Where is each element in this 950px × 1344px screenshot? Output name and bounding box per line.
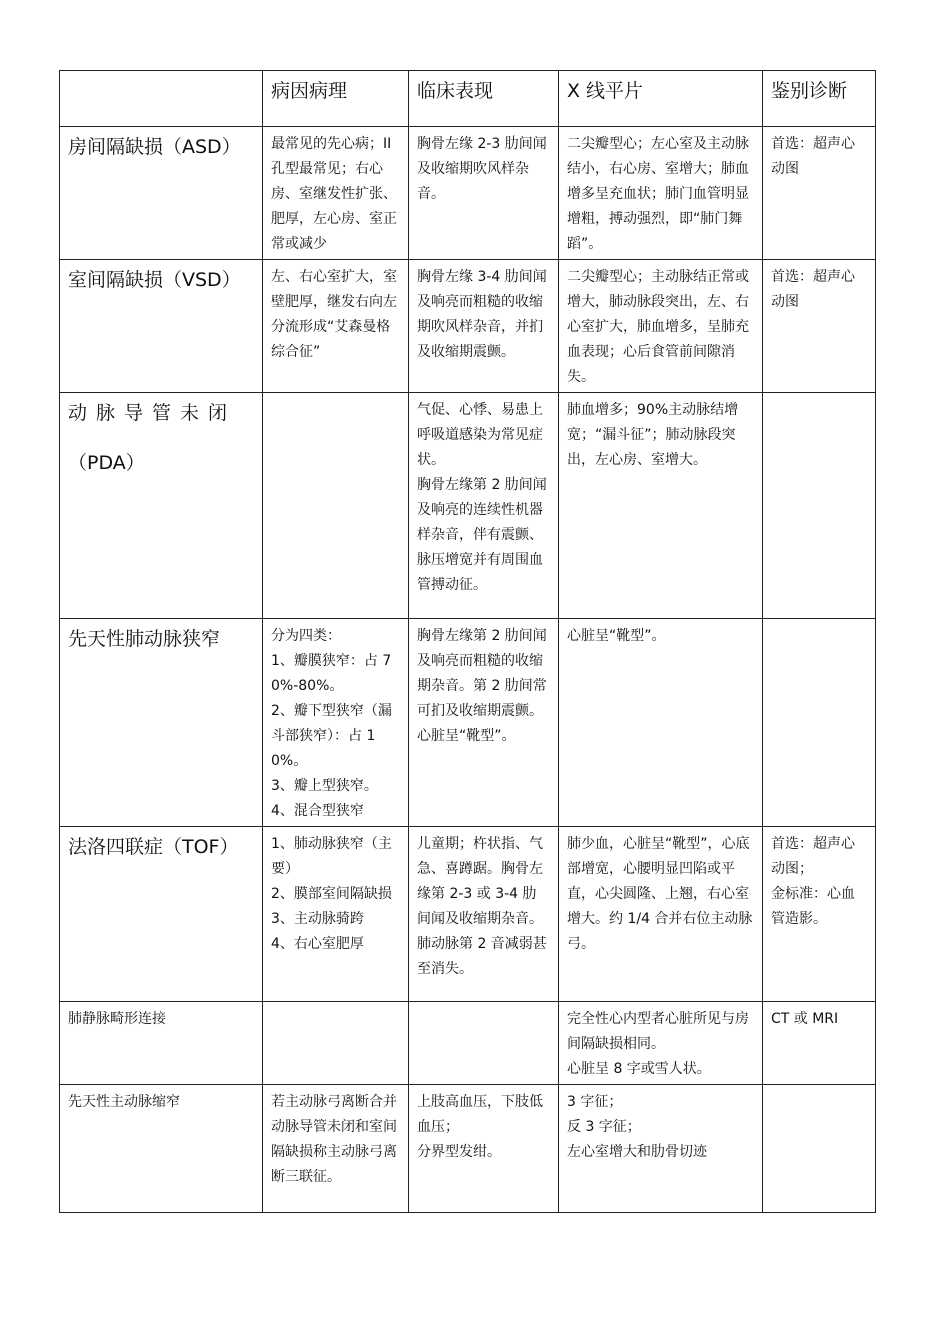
row-title: 先天性主动脉缩窄 xyxy=(60,1085,263,1213)
table-row xyxy=(60,1085,876,1213)
cell-text: 二尖瓣型心；主动脉结正常或增大，肺动脉段突出，左、右心室扩大，肺血增多，呈肺充血表现；心后食管前间隙消失。 xyxy=(567,269,749,385)
header-clinical: 临床表现 xyxy=(409,71,559,127)
table-row xyxy=(60,127,876,260)
xray-cell xyxy=(559,619,763,827)
cell-text: 1、瓣膜狭窄：占 70%-80%。 xyxy=(271,653,392,694)
row-title: 先天性肺动脉狭窄 xyxy=(60,619,263,827)
row-title: 肺静脉畸形连接 xyxy=(60,1002,263,1085)
diagnosis-cell xyxy=(763,1002,876,1085)
cell-text: 左心室增大和肋骨切迹 xyxy=(567,1144,707,1160)
cell-text: 儿童期；杵状指、气急、喜蹲踞。胸骨左缘第 2-3 或 3-4 肋间闻及收缩期杂音。肺动脉第 2 音减弱甚至消失。 xyxy=(417,836,547,977)
cell-text: 气促、心悸、易患上呼吸道感染为常见症状。 xyxy=(417,402,543,468)
cell-text: 4、右心室肥厚 xyxy=(271,936,364,952)
clinical-cell xyxy=(409,1002,559,1085)
table-row xyxy=(60,260,876,393)
cell-text: 肺少血，心脏呈“靴型”，心底部增宽，心腰明显凹陷或平直，心尖圆隆、上翘，右心室增大。约 1/4 合并右位主动脉弓。 xyxy=(567,836,753,952)
row-title xyxy=(60,393,263,619)
cell-text: 胸骨左缘 3-4 肋间闻及响亮而粗糙的收缩期吹风样杂音，并扪及收缩期震颤。 xyxy=(417,269,547,360)
cell-text: 胸骨左缘 2-3 肋间闻及收缩期吹风样杂音。 xyxy=(417,136,547,202)
xray-cell xyxy=(559,393,763,619)
cell-text: 2、瓣下型狭窄（漏斗部狭窄）：占 10%。 xyxy=(271,703,392,769)
cell-text: CT 或 MRI xyxy=(771,1011,839,1027)
cell-text: 首选：超声心动图 xyxy=(771,136,855,177)
cell-text: 金标准：心血管造影。 xyxy=(771,886,855,927)
cell-text: 胸骨左缘第 2 肋间闻及响亮的连续性机器样杂音，伴有震颤、脉压增宽并有周围血管搏动征。 xyxy=(417,477,547,593)
cell-text: 若主动脉弓离断合并动脉导管未闭和室间隔缺损称主动脉弓离断三联征。 xyxy=(271,1094,397,1185)
cell-text: 完全性心内型者心脏所见与房间隔缺损相同。 xyxy=(567,1011,749,1052)
cell-text: 反 3 字征； xyxy=(567,1119,641,1135)
xray-cell xyxy=(559,260,763,393)
etiology-cell xyxy=(263,260,409,393)
header-etiology: 病因病理 xyxy=(263,71,409,127)
clinical-cell xyxy=(409,619,559,827)
row-title-line: 动脉导管未闭 xyxy=(68,402,237,424)
etiology-cell xyxy=(263,827,409,1002)
etiology-cell xyxy=(263,127,409,260)
clinical-cell xyxy=(409,1085,559,1213)
cell-text: 心脏呈 8 字或雪人状。 xyxy=(567,1061,711,1077)
cell-text: 首选：超声心动图； xyxy=(771,836,855,877)
table-row xyxy=(60,1002,876,1085)
etiology-cell xyxy=(263,393,409,619)
clinical-cell xyxy=(409,827,559,1002)
cell-text: 3、瓣上型狭窄。 xyxy=(271,778,378,794)
cell-text: 上肢高血压，下肢低血压； xyxy=(417,1094,543,1135)
row-title: 法洛四联症（TOF） xyxy=(60,827,263,1002)
cell-text: 4、混合型狭窄 xyxy=(271,803,364,819)
clinical-cell xyxy=(409,393,559,619)
clinical-cell xyxy=(409,127,559,260)
diagnosis-cell xyxy=(763,619,876,827)
header-xray: X 线平片 xyxy=(559,71,763,127)
clinical-cell xyxy=(409,260,559,393)
xray-cell xyxy=(559,827,763,1002)
xray-cell xyxy=(559,1085,763,1213)
header-blank xyxy=(60,71,263,127)
table-row xyxy=(60,619,876,827)
diagnosis-cell xyxy=(763,827,876,1002)
row-title: 室间隔缺损（VSD） xyxy=(60,260,263,393)
diagnosis-cell xyxy=(763,1085,876,1213)
cell-text: 1、肺动脉狭窄（主要） xyxy=(271,836,392,877)
diagnosis-cell xyxy=(763,260,876,393)
comparison-table xyxy=(59,70,876,1213)
cell-text: 2、膜部室间隔缺损 xyxy=(271,886,392,902)
etiology-cell xyxy=(263,619,409,827)
table-header-row xyxy=(60,71,876,127)
cell-text: 左、右心室扩大，室壁肥厚，继发右向左分流形成“艾森曼格综合征” xyxy=(271,269,397,360)
cell-text: 3 字征； xyxy=(567,1094,623,1110)
cell-text: 胸骨左缘第 2 肋间闻及响亮而粗糙的收缩期杂音。第 2 肋间常可扪及收缩期震颤。心脏呈“靴型”。 xyxy=(417,628,547,744)
table-row xyxy=(60,827,876,1002)
xray-cell xyxy=(559,127,763,260)
row-title: 房间隔缺损（ASD） xyxy=(60,127,263,260)
cell-text: 分为四类： xyxy=(271,628,341,644)
table-row xyxy=(60,393,876,619)
xray-cell xyxy=(559,1002,763,1085)
header-diagnosis: 鉴别诊断 xyxy=(763,71,876,127)
cell-text: 3、主动脉骑跨 xyxy=(271,911,364,927)
row-title-line: （PDA） xyxy=(68,452,145,474)
etiology-cell xyxy=(263,1085,409,1213)
cell-text: 心脏呈“靴型”。 xyxy=(567,628,666,644)
cell-text: 最常见的先心病；II 孔型最常见；右心房、室继发性扩张、肥厚，左心房、室正常或减少 xyxy=(271,136,397,252)
cell-text: 分界型发绀。 xyxy=(417,1144,501,1160)
cell-text: 二尖瓣型心；左心室及主动脉结小，右心房、室增大；肺血增多呈充血状；肺门血管明显增粗，搏动强烈，即“肺门舞蹈”。 xyxy=(567,136,749,252)
diagnosis-cell xyxy=(763,127,876,260)
diagnosis-cell xyxy=(763,393,876,619)
cell-text: 肺血增多；90%主动脉结增宽；“漏斗征”；肺动脉段突出，左心房、室增大。 xyxy=(567,402,739,468)
cell-text: 首选：超声心动图 xyxy=(771,269,855,310)
etiology-cell xyxy=(263,1002,409,1085)
